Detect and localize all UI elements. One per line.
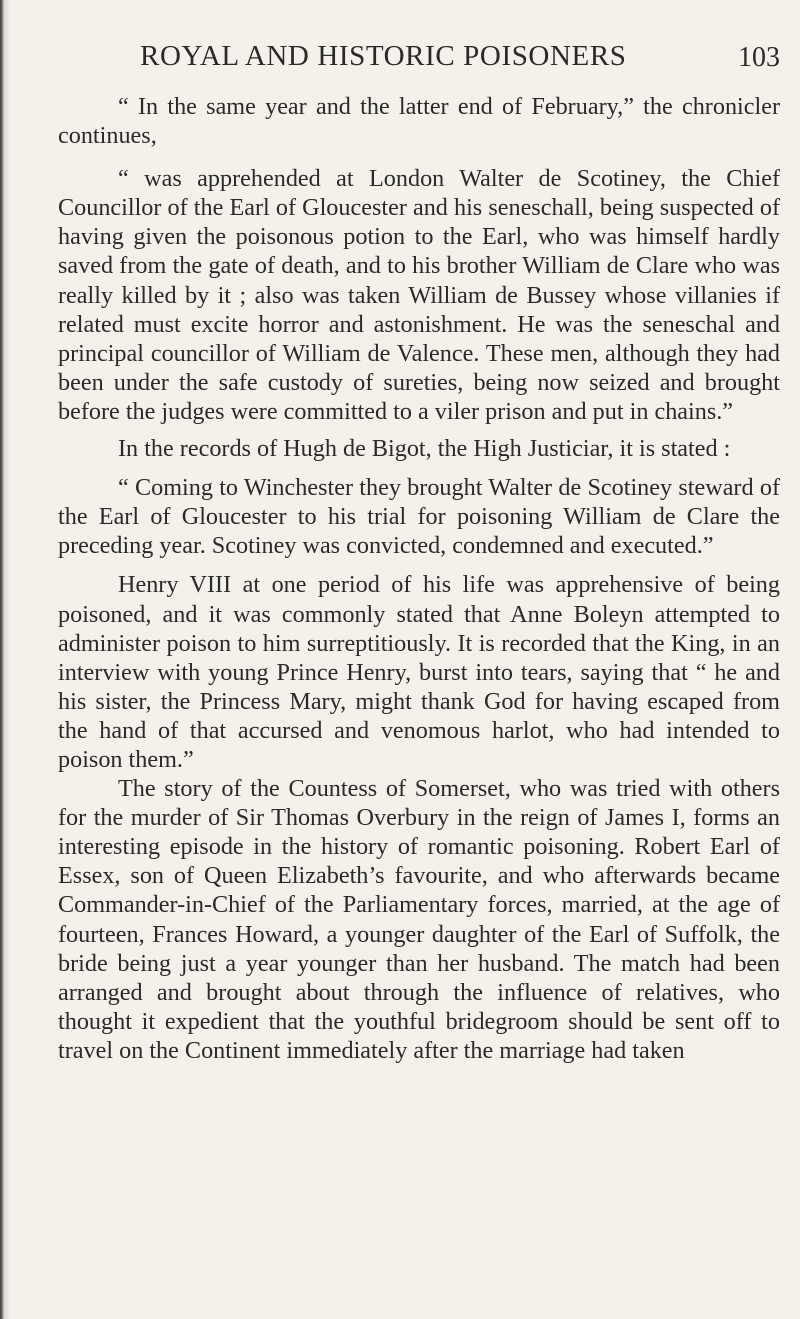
- paragraph-chronicler-intro: “ In the same year and the latter end of February,” the chronicler continues,: [58, 93, 780, 150]
- paragraph-quote-scotiney-apprehended: “ was apprehended at London Walter de Scotiney, the Chief Councillor of the Earl of Gloucester and his seneschall, being suspected of having given the poisonous potion to the Earl, who was himself hardly saved from the gate of death, and to his brother William de Clare who was really killed by it ; also was taken William de Bussey whose villanies if related must excite horror and astonishment. He was the seneschal and principal councillor of William de Valence. These men, although they had been under the safe custody of sureties, being now seized and brought before the judges were committed to a viler prison and put in chains.”: [58, 165, 780, 425]
- running-title: ROYAL AND HISTORIC POISONERS: [140, 40, 627, 72]
- paragraph-hugh-de-bigot: In the records of Hugh de Bigot, the High Justiciar, it is stated :: [118, 435, 731, 463]
- body-text: [58, 92, 780, 1065]
- paragraph-countess-of-somerset: The story of the Countess of Somerset, who was tried with others for the murder of Sir Thomas Overbury in the reign of James I, forms an interesting episode in the history of romantic poisoning. Robert Earl of Essex, son of Queen Elizabeth’s favourite, and who afterwards became Commander-in-Chief of the Parliamentary forces, married, at the age of fourteen, Frances Howard, a younger daughter of the Earl of Suffolk, the bride being just a year younger than her husband. The match had been arranged and brought about through the influence of relatives, who thought it expedient that the youthful bridegroom should be sent off to travel on the Continent immediately after the marriage had taken: [58, 775, 780, 1064]
- page-binding-edge: [0, 0, 10, 1319]
- running-head: [140, 40, 780, 80]
- page-number: 103: [738, 42, 780, 73]
- paragraph-henry-viii: Henry VIII at one period of his life was apprehensive of being poisoned, and it was commonly stated that Anne Boleyn attempted to administer poison to him surreptitiously. It is recorded that the King, in an interview with young Prince Henry, burst into tears, saying that “ he and his sister, the Princess Mary, might thank God for having escaped from the hand of that accursed and venomous harlot, who had intended to poison them.”: [58, 571, 780, 773]
- paragraph-quote-winchester-trial: “ Coming to Winchester they brought Walter de Scotiney steward of the Earl of Gloucester to his trial for poisoning William de Clare the preceding year. Scotiney was convicted, condemned and executed.”: [58, 474, 780, 560]
